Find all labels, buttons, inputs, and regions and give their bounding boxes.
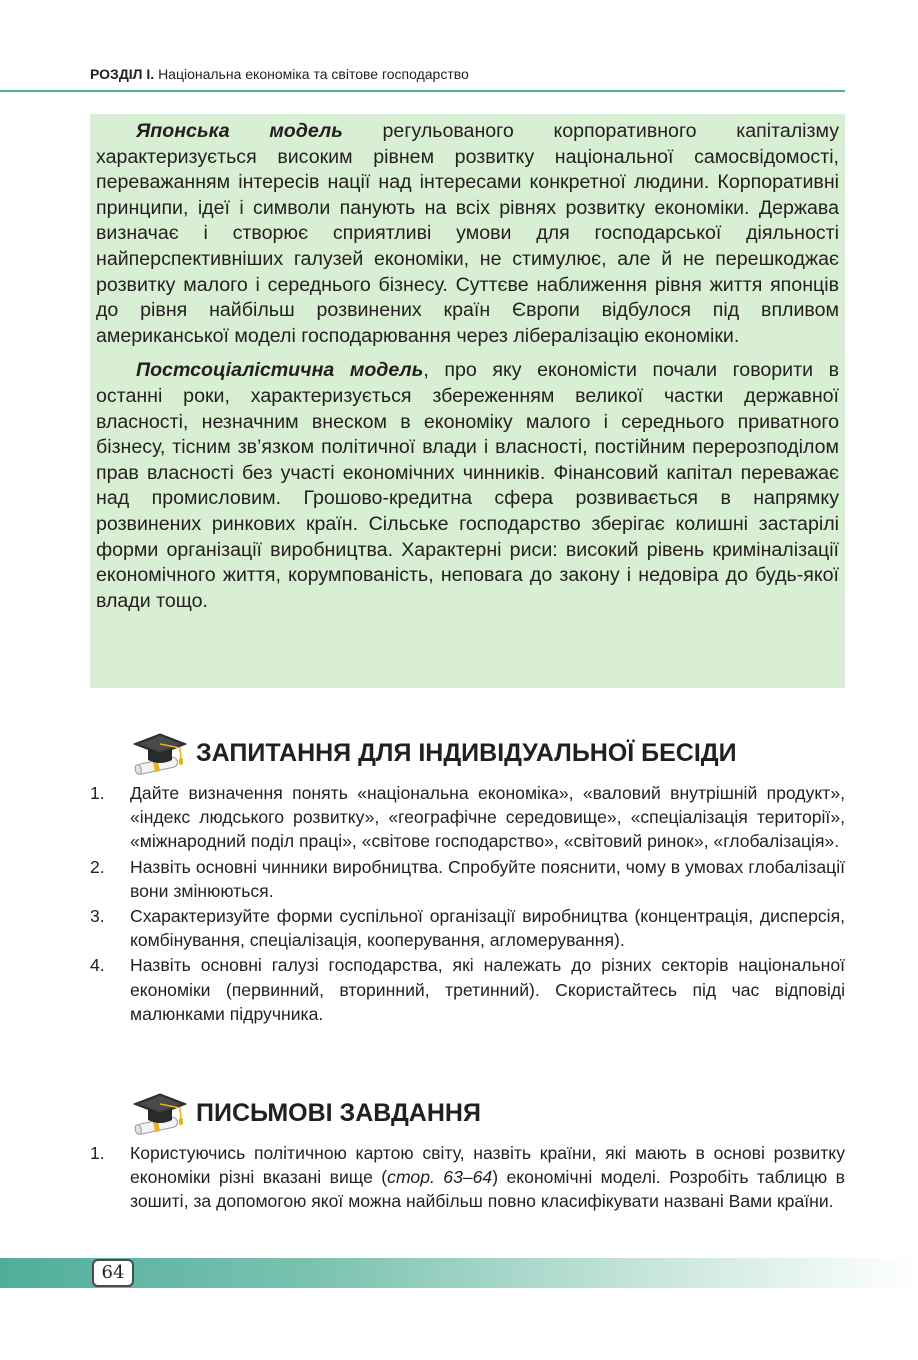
running-header bbox=[90, 64, 845, 84]
written-tasks-title: ПИСЬМОВІ ЗАВДАННЯ bbox=[196, 1099, 481, 1127]
item-text-after: ) економічні моделі. Розробіть таблицю в зошиті, за допомогою якої можна найбільш повно класифікувати названі Вами країни. bbox=[130, 1167, 845, 1212]
list-item bbox=[90, 1141, 845, 1214]
item-number: 2. bbox=[90, 856, 105, 877]
list-item bbox=[90, 904, 845, 952]
japanese-model-paragraph bbox=[96, 119, 839, 349]
written-tasks-heading bbox=[130, 1088, 850, 1138]
questions-heading bbox=[130, 728, 850, 778]
header-divider bbox=[0, 90, 845, 92]
questions-title: ЗАПИТАННЯ ДЛЯ ІНДИВІДУАЛЬНОЇ БЕСІДИ bbox=[196, 739, 737, 767]
item-number: 3. bbox=[90, 906, 105, 927]
postsocialist-model-term: Постсоціалістична модель bbox=[136, 359, 424, 382]
page-number: 64 bbox=[92, 1259, 134, 1287]
economic-models-box bbox=[90, 114, 845, 688]
japanese-model-term: Японська модель bbox=[136, 120, 343, 142]
graduation-cap-diploma-icon bbox=[130, 728, 190, 778]
postsocialist-model-text: , про яку економісти почали говорити в останні роки, характеризується збереженням великої частки державної власності, незначним внеском в економіку малого і середнього приватного бізнесу, тісним зв’язком політичної влади і власності, постійним перерозподілом прав власності без участі економічних чинників. Фінансовий капітал переважає над промисловим. Грошово-кредитна сфера розвивається в напрямку розвинених ринкових країн. Сільське господарство зберігає колишні застарілі форми організації виробництва. Характерні риси: високий рівень криміналізації економічного життя, корумпованість, неповага до закону і недовіра до будь-якої влади тощо. bbox=[96, 359, 840, 612]
item-number: 4. bbox=[90, 955, 105, 976]
postsocialist-model-paragraph bbox=[96, 358, 839, 614]
questions-list bbox=[90, 781, 845, 1026]
japanese-model-text: регульованого корпоративного капіталізму характеризується високим рівнем розвитку національної самосвідомості, переважанням інтересів нації над інтересами конкретної людини. Корпоративні принципи, ідеї і символи панують на всіх рівнях розвитку економіки. Держава визначає і створює сприятливі умови для господарської діяльності найперспективніших галузей економіки, не стимулює, але й не перешкоджає розвитку малого і середнього бізнесу. Суттєве наближення рівня життя японців до рівня найбільш розвинених країн Європи відбулося під впливом американської моделі господарювання через лібералізацію економіки. bbox=[96, 120, 839, 347]
item-text: Схарактеризуйте форми суспільної організації виробництва (концентрація, дисперсія, комбінування, спеціалізація, кооперування, агломерування). bbox=[130, 906, 845, 951]
item-text-before: Користуючись політичною картою світу, назвіть країни, які мають в основі розвитку економіки різні вказані вище ( bbox=[130, 1143, 845, 1188]
section-title: Національна економіка та світове господарство bbox=[158, 66, 469, 82]
list-item bbox=[90, 855, 845, 903]
item-text: Дайте визначення понять «національна економіка», «валовий внутрішній продукт», «індекс людського розвитку», «географічне середовище», «спеціалізація території», «міжнародний поділ праці», «світове господарство», «світовий ринок», «глобалізація». bbox=[130, 783, 845, 852]
graduation-cap-diploma-icon bbox=[130, 1088, 190, 1138]
footer-band bbox=[0, 1258, 918, 1288]
item-number: 1. bbox=[90, 783, 105, 803]
item-text: Назвіть основні галузі господарства, які належать до різних секторів національної економіки (первинний, вторинний, третинний). Скористайтесь під час відповіді малюнками підручника. bbox=[130, 955, 845, 1024]
section-label: РОЗДІЛ І. bbox=[90, 66, 155, 82]
written-tasks-list bbox=[90, 1141, 845, 1214]
page-reference: стор. 63–64 bbox=[387, 1167, 493, 1188]
list-item bbox=[90, 953, 845, 1026]
list-item bbox=[90, 781, 845, 854]
item-number: 1. bbox=[90, 1143, 105, 1163]
item-text: Назвіть основні чинники виробництва. Спробуйте пояснити, чому в умовах глобалізації вони змінюються. bbox=[130, 856, 845, 901]
